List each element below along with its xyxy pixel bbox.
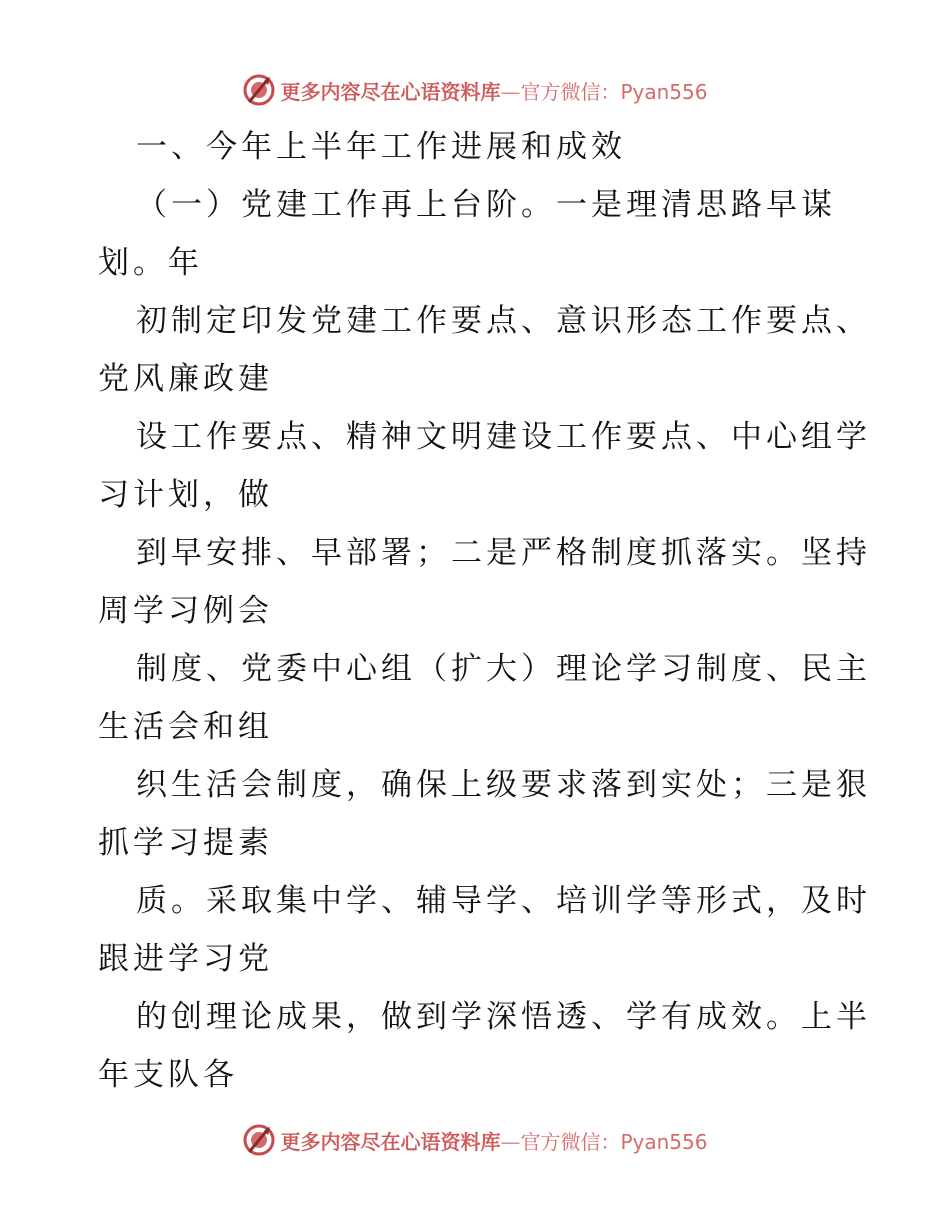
section-heading: 一、今年上半年工作进展和成效 (136, 129, 626, 165)
paragraph-line: 年支队各 (98, 1057, 238, 1093)
watermark-text (280, 76, 707, 105)
watermark-separator: — (500, 79, 521, 104)
quill-seal-icon (242, 1123, 276, 1157)
paragraph-line: 划。年 (98, 245, 203, 281)
watermark-contact: 官方微信：Pyan556 (520, 79, 708, 104)
document-body (98, 118, 871, 1104)
paragraph-line: （一）党建工作再上台阶。一是理清思路早谋 (136, 187, 836, 223)
paragraph-line: 周学习例会 (98, 593, 273, 629)
paragraph-line: 跟进学习党 (98, 941, 273, 977)
watermark-brand: 更多内容尽在心语资料库 (280, 79, 501, 104)
paragraph-line: 初制定印发党建工作要点、意识形态工作要点、 (136, 303, 871, 339)
paragraph-line: 党风廉政建 (98, 361, 273, 397)
watermark-separator: — (500, 1129, 521, 1154)
paragraph-line: 的创理论成果，做到学深悟透、学有成效。上半 (136, 999, 871, 1035)
paragraph-line: 质。采取集中学、辅导学、培训学等形式，及时 (136, 883, 871, 919)
paragraph-line: 制度、党委中心组（扩大）理论学习制度、民主 (136, 651, 871, 687)
watermark-text (280, 1126, 707, 1155)
header-watermark (0, 70, 950, 110)
paragraph-line: 习计划，做 (98, 477, 273, 513)
footer-watermark (0, 1120, 950, 1160)
watermark-contact: 官方微信：Pyan556 (520, 1129, 708, 1154)
paragraph-line: 设工作要点、精神文明建设工作要点、中心组学 (136, 419, 871, 455)
paragraph-line: 到早安排、早部署；二是严格制度抓落实。坚持 (136, 535, 871, 571)
quill-seal-icon (242, 73, 276, 107)
paragraph-line: 生活会和组 (98, 709, 273, 745)
watermark-brand: 更多内容尽在心语资料库 (280, 1129, 501, 1154)
paragraph-line: 抓学习提素 (98, 825, 273, 861)
paragraph-line: 织生活会制度，确保上级要求落到实处；三是狠 (136, 767, 871, 803)
